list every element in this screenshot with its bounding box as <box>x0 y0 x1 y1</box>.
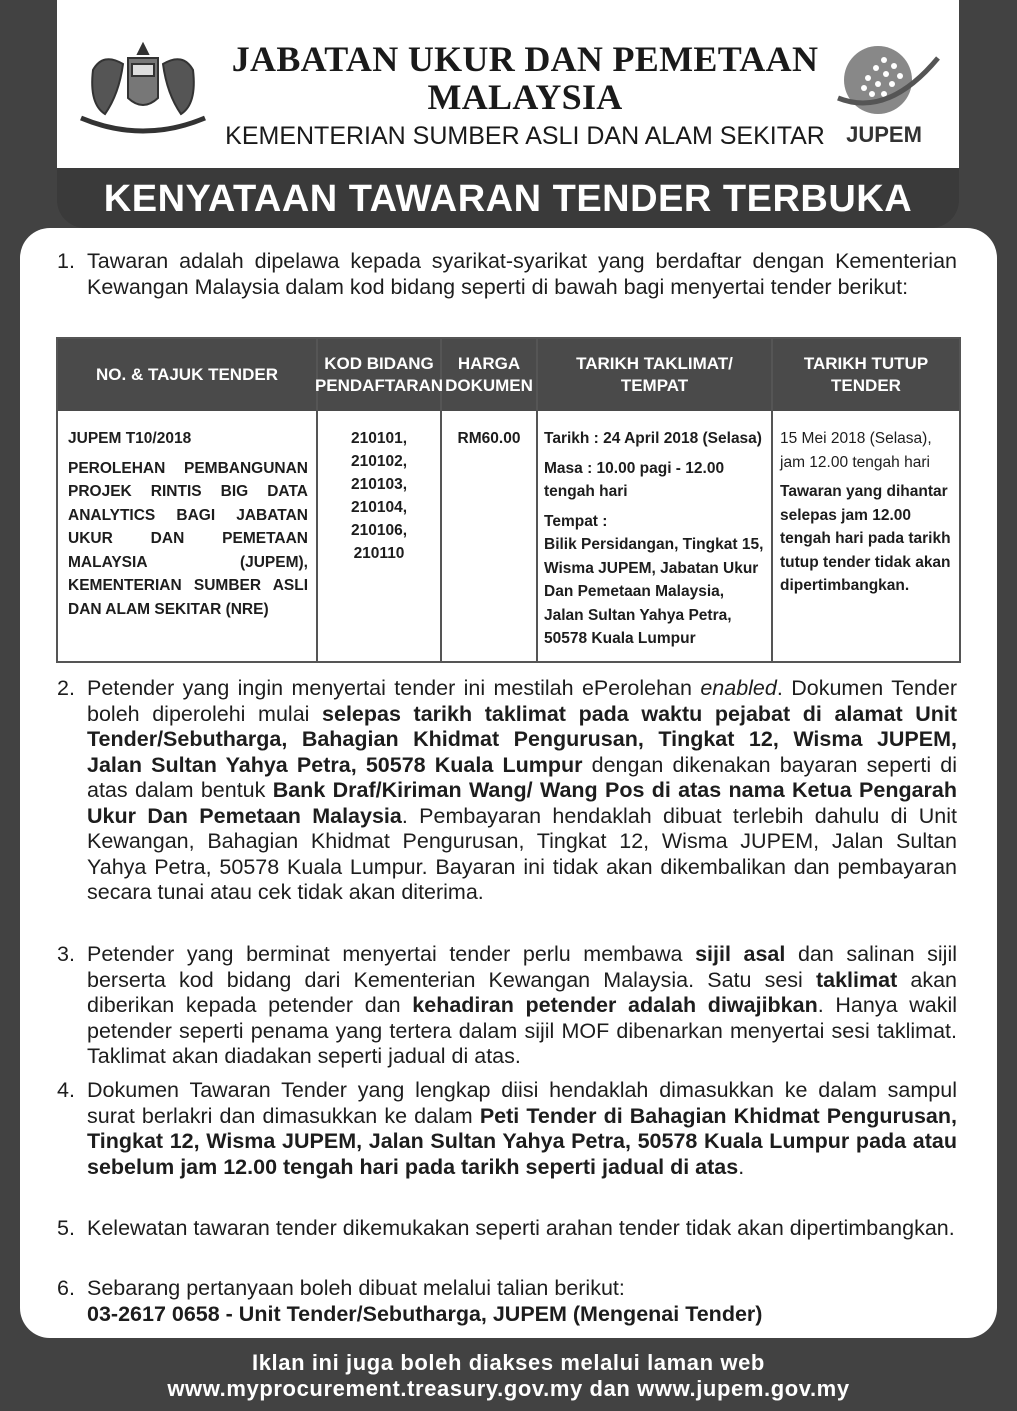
code-item: 210104, <box>350 499 408 516</box>
cell-codes <box>318 427 440 565</box>
paragraph-text: Kelewatan tawaran tender dikemukakan seperti arahan tender tidak akan dipertimbangkan. <box>87 1216 955 1240</box>
cell-tender <box>68 427 308 627</box>
header-code <box>314 339 444 411</box>
footer-line-2: www.myprocurement.treasury.gov.my dan www.jupem.gov.my <box>167 1376 850 1401</box>
jupem-logo-text: JUPEM <box>846 122 922 147</box>
paragraph-2 <box>57 676 957 906</box>
header-briefing-line1: TARIKH TAKLIMAT/ <box>576 354 733 373</box>
briefing-date: Tarikh : 24 April 2018 (Selasa) <box>544 430 762 447</box>
header-price-line2: DOKUMEN <box>445 376 533 395</box>
closing-date: 15 Mei 2018 (Selasa), jam 12.00 tengah hari <box>780 430 932 471</box>
paragraph-text: Tawaran adalah dipelawa kepada syarikat-syarikat yang berdaftar dengan Kementerian Kewangan Malaysia dalam kod bidang seperti di bawah bagi menyertai tender berikut: <box>87 249 957 299</box>
code-item: 210102, <box>350 453 408 470</box>
contact-line: 03-2617 0658 - Unit Tender/Sebutharga, JUPEM (Mengenai Tender) <box>87 1301 763 1326</box>
tender-table <box>56 337 961 663</box>
paragraph-number: 5. <box>57 1216 75 1240</box>
paragraph-number: 2. <box>57 676 75 700</box>
header-tender-title: NO. & TAJUK TENDER <box>96 365 278 384</box>
paragraph-text: Dokumen Tawaran Tender yang lengkap diisi hendaklah dimasukkan ke dalam sampul surat berlakri dan dimasukkan ke dalam Peti Tender di Bahagian Khidmat Pengurusan, Tingkat 12, Wisma JUPEM, Jalan Sultan Yahya Petra, 50578 Kuala Lumpur pada atau sebelum jam 12.00 tengah hari pada tarikh seperti jadual di atas. <box>87 1078 957 1179</box>
header-code-line2: PENDAFTARAN <box>314 376 444 395</box>
org-title-line2: MALAYSIA <box>427 77 623 117</box>
header-briefing <box>538 339 771 411</box>
briefing-time: Masa : 10.00 pagi - 12.00 tengah hari <box>544 459 725 500</box>
paragraph-4 <box>57 1078 957 1180</box>
paragraph-number: 3. <box>57 942 75 966</box>
paragraph-number: 1. <box>57 249 75 273</box>
ministry-name: KEMENTERIAN SUMBER ASLI DAN ALAM SEKITAR <box>225 122 825 150</box>
paragraph-3 <box>57 942 957 1070</box>
code-item: 210103, <box>350 476 408 493</box>
code-item: 210110 <box>353 545 405 562</box>
paragraph-text: Petender yang ingin menyertai tender ini mestilah ePerolehan enabled. Dokumen Tender boleh diperolehi mulai selepas tarikh taklimat pada waktu pejabat di alamat Unit Tender/Sebutharga, Bahagian Khidmat Pengurusan, Tingkat 12, Wisma JUPEM, Jalan Sultan Yahya Petra, 50578 Kuala Lumpur dengan dikenakan bayaran seperti di atas dalam bentuk Bank Draf/Kiriman Wang/ Wang Pos di atas nama Ketua Pengarah Ukur Dan Pemetaan Malaysia. Pembayaran hendaklah dibuat terlebih dahulu di Unit Kewangan, Bahagian Khidmat Pengurusan, Tingkat 12, Wisma JUPEM, Jalan Sultan Yahya Petra, 50578 Kuala Lumpur. Bayaran ini tidak akan dikembalikan dan pembayaran secara tunai atau cek tidak akan diterima. <box>87 676 958 904</box>
cell-closing <box>780 427 960 604</box>
header-closing: TARIKH TUTUP TENDER <box>803 354 929 395</box>
title-banner <box>57 168 959 228</box>
cell-price: RM60.00 <box>457 430 521 447</box>
paragraph-number: 6. <box>57 1276 75 1300</box>
coat-of-arms-icon <box>73 40 213 140</box>
paragraph-6 <box>57 1276 957 1327</box>
briefing-place-label: Tempat : <box>544 512 608 530</box>
header-price-line1: HARGA <box>457 354 521 373</box>
org-title <box>220 40 830 116</box>
paragraph-1 <box>57 249 957 300</box>
paragraph-number: 4. <box>57 1078 75 1102</box>
code-item: 210106, <box>350 522 408 539</box>
cell-briefing <box>544 427 766 657</box>
briefing-place: Bilik Persidangan, Tingkat 15, Wisma JUPEM, Jabatan Ukur Dan Pemetaan Malaysia, Jalan Sultan Yahya Petra, 50578 Kuala Lumpur <box>544 536 764 647</box>
tender-title: PEROLEHAN PEMBANGUNAN PROJEK RINTIS BIG DATA ANALYTICS BAGI JABATAN UKUR DAN PEMETAAN MALAYSIA (JUPEM), KEMENTERIAN SUMBER ASLI DAN ALAM SEKITAR (NRE) <box>68 459 308 618</box>
org-title-line1: JABATAN UKUR DAN PEMETAAN <box>231 39 819 79</box>
footer-line-1: Iklan ini juga boleh diakses melalui laman web <box>252 1350 765 1375</box>
code-item: 210101, <box>350 430 408 447</box>
tender-number: JUPEM T10/2018 <box>68 430 192 447</box>
header-code-line1: KOD BIDANG <box>324 354 434 373</box>
header-briefing-line2: TEMPAT <box>620 376 689 395</box>
paragraph-text: Petender yang berminat menyertai tender perlu membawa sijil asal dan salinan sijil berserta kod bidang dari Kementerian Kewangan Malaysia. Satu sesi taklimat akan diberikan kepada petender dan kehadiran petender adalah diwajibkan. Hanya wakil petender seperti penama yang tertera dalam sijil MOF dibenarkan menyertai sesi taklimat. Taklimat akan diadakan seperti jadual di atas. <box>87 942 958 1068</box>
paragraph-text: Sebarang pertanyaan boleh dibuat melalui talian berikut: 03-2617 0658 - Unit Tender/Sebutharga, JUPEM (Mengenai Tender) <box>87 1276 763 1326</box>
closing-note: Tawaran yang dihantar selepas jam 12.00 tengah hari pada tarikh tutup tender tidak akan dipertimbangkan. <box>780 483 951 594</box>
banner-title: KENYATAAN TAWARAN TENDER TERBUKA <box>103 178 913 220</box>
header-price <box>442 339 536 411</box>
paragraph-5 <box>57 1216 957 1242</box>
